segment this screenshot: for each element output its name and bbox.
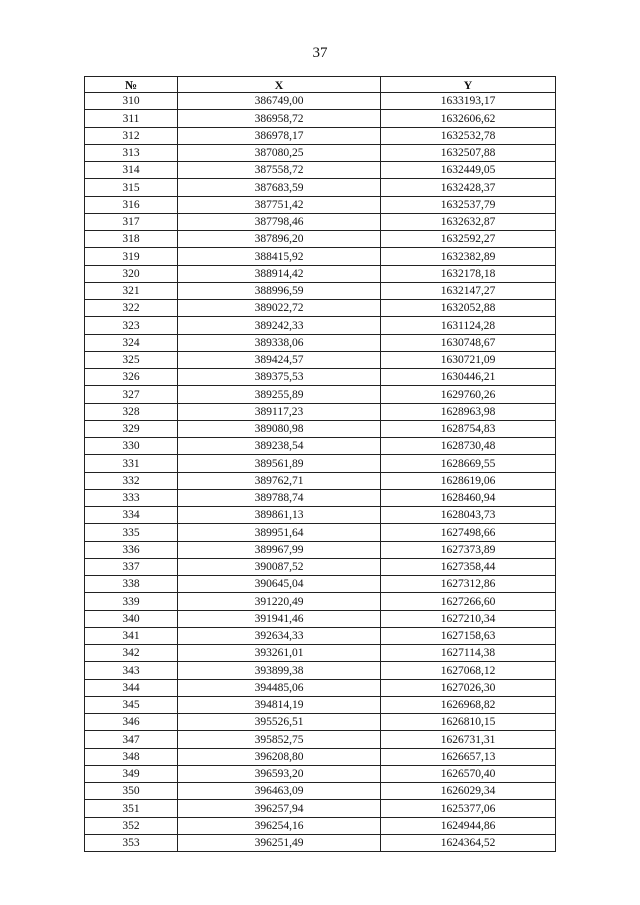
point-number-cell: 320 [85, 265, 178, 282]
point-number-cell: 328 [85, 403, 178, 420]
y-coordinate-cell: 1628043,73 [381, 507, 556, 524]
x-coordinate-cell: 394814,19 [178, 696, 381, 713]
y-coordinate-cell: 1626657,13 [381, 748, 556, 765]
x-coordinate-cell: 389861,13 [178, 507, 381, 524]
table-row [85, 317, 556, 334]
x-coordinate-cell: 396593,20 [178, 765, 381, 782]
column-header-number: № [85, 77, 178, 93]
point-number-cell: 344 [85, 679, 178, 696]
column-header-y: Y [381, 77, 556, 93]
table-row [85, 731, 556, 748]
x-coordinate-cell: 396208,80 [178, 748, 381, 765]
x-coordinate-cell: 388914,42 [178, 265, 381, 282]
table-row [85, 541, 556, 558]
y-coordinate-cell: 1632428,37 [381, 179, 556, 196]
x-coordinate-cell: 389951,64 [178, 524, 381, 541]
y-coordinate-cell: 1630446,21 [381, 369, 556, 386]
table-row [85, 248, 556, 265]
point-number-cell: 343 [85, 662, 178, 679]
x-coordinate-cell: 396254,16 [178, 817, 381, 834]
y-coordinate-cell: 1632507,88 [381, 144, 556, 161]
table-row [85, 748, 556, 765]
table-row [85, 420, 556, 437]
y-coordinate-cell: 1628669,55 [381, 455, 556, 472]
point-number-cell: 338 [85, 576, 178, 593]
y-coordinate-cell: 1628730,48 [381, 438, 556, 455]
x-coordinate-cell: 389117,23 [178, 403, 381, 420]
table-row [85, 351, 556, 368]
point-number-cell: 312 [85, 127, 178, 144]
y-coordinate-cell: 1627158,63 [381, 627, 556, 644]
table-row [85, 524, 556, 541]
x-coordinate-cell: 388996,59 [178, 282, 381, 299]
x-coordinate-cell: 396463,09 [178, 783, 381, 800]
x-coordinate-cell: 392634,33 [178, 627, 381, 644]
point-number-cell: 329 [85, 420, 178, 437]
table-row [85, 282, 556, 299]
table-row [85, 627, 556, 644]
point-number-cell: 316 [85, 196, 178, 213]
y-coordinate-cell: 1627312,86 [381, 576, 556, 593]
point-number-cell: 351 [85, 800, 178, 817]
table-row [85, 438, 556, 455]
table-row [85, 386, 556, 403]
table-row [85, 662, 556, 679]
x-coordinate-cell: 387798,46 [178, 213, 381, 230]
x-coordinate-cell: 389022,72 [178, 300, 381, 317]
x-coordinate-cell: 389424,57 [178, 351, 381, 368]
y-coordinate-cell: 1630721,09 [381, 351, 556, 368]
table-row [85, 213, 556, 230]
x-coordinate-cell: 389788,74 [178, 489, 381, 506]
x-coordinate-cell: 393899,38 [178, 662, 381, 679]
y-coordinate-cell: 1626029,34 [381, 783, 556, 800]
table-row [85, 765, 556, 782]
page-number: 37 [312, 45, 328, 61]
table-row [85, 334, 556, 351]
x-coordinate-cell: 389338,06 [178, 334, 381, 351]
point-number-cell: 345 [85, 696, 178, 713]
table-row [85, 127, 556, 144]
x-coordinate-cell: 389561,89 [178, 455, 381, 472]
table-row [85, 834, 556, 851]
y-coordinate-cell: 1631124,28 [381, 317, 556, 334]
point-number-cell: 311 [85, 110, 178, 127]
table-row [85, 110, 556, 127]
y-coordinate-cell: 1626968,82 [381, 696, 556, 713]
x-coordinate-cell: 394485,06 [178, 679, 381, 696]
table-row [85, 455, 556, 472]
point-number-cell: 341 [85, 627, 178, 644]
table-row [85, 610, 556, 627]
table-row [85, 714, 556, 731]
y-coordinate-cell: 1626810,15 [381, 714, 556, 731]
y-coordinate-cell: 1628460,94 [381, 489, 556, 506]
point-number-cell: 319 [85, 248, 178, 265]
y-coordinate-cell: 1632532,78 [381, 127, 556, 144]
point-number-cell: 340 [85, 610, 178, 627]
y-coordinate-cell: 1627498,66 [381, 524, 556, 541]
x-coordinate-cell: 395526,51 [178, 714, 381, 731]
point-number-cell: 323 [85, 317, 178, 334]
x-coordinate-cell: 390645,04 [178, 576, 381, 593]
table-header-row [85, 77, 556, 93]
point-number-cell: 353 [85, 834, 178, 851]
table-row [85, 231, 556, 248]
point-number-cell: 318 [85, 231, 178, 248]
y-coordinate-cell: 1627114,38 [381, 645, 556, 662]
table-body [85, 93, 556, 852]
point-number-cell: 336 [85, 541, 178, 558]
table-row [85, 783, 556, 800]
y-coordinate-cell: 1632632,87 [381, 213, 556, 230]
y-coordinate-cell: 1626731,31 [381, 731, 556, 748]
point-number-cell: 321 [85, 282, 178, 299]
coordinates-table [84, 76, 556, 852]
table-row [85, 800, 556, 817]
y-coordinate-cell: 1627026,30 [381, 679, 556, 696]
point-number-cell: 315 [85, 179, 178, 196]
y-coordinate-cell: 1632606,62 [381, 110, 556, 127]
table-row [85, 696, 556, 713]
x-coordinate-cell: 391220,49 [178, 593, 381, 610]
y-coordinate-cell: 1632052,88 [381, 300, 556, 317]
point-number-cell: 347 [85, 731, 178, 748]
point-number-cell: 313 [85, 144, 178, 161]
table-row [85, 507, 556, 524]
y-coordinate-cell: 1627373,89 [381, 541, 556, 558]
point-number-cell: 310 [85, 93, 178, 110]
table-row [85, 265, 556, 282]
x-coordinate-cell: 387080,25 [178, 144, 381, 161]
point-number-cell: 331 [85, 455, 178, 472]
x-coordinate-cell: 386749,00 [178, 93, 381, 110]
x-coordinate-cell: 389242,33 [178, 317, 381, 334]
x-coordinate-cell: 389762,71 [178, 472, 381, 489]
table-row [85, 645, 556, 662]
point-number-cell: 324 [85, 334, 178, 351]
x-coordinate-cell: 389375,53 [178, 369, 381, 386]
table-row [85, 162, 556, 179]
table-row [85, 489, 556, 506]
y-coordinate-cell: 1625377,06 [381, 800, 556, 817]
y-coordinate-cell: 1632178,18 [381, 265, 556, 282]
x-coordinate-cell: 396251,49 [178, 834, 381, 851]
point-number-cell: 333 [85, 489, 178, 506]
y-coordinate-cell: 1624364,52 [381, 834, 556, 851]
point-number-cell: 349 [85, 765, 178, 782]
x-coordinate-cell: 390087,52 [178, 558, 381, 575]
table-row [85, 817, 556, 834]
y-coordinate-cell: 1632382,89 [381, 248, 556, 265]
x-coordinate-cell: 386958,72 [178, 110, 381, 127]
x-coordinate-cell: 389080,98 [178, 420, 381, 437]
x-coordinate-cell: 388415,92 [178, 248, 381, 265]
x-coordinate-cell: 391941,46 [178, 610, 381, 627]
table-row [85, 179, 556, 196]
table-row [85, 369, 556, 386]
table-row [85, 300, 556, 317]
y-coordinate-cell: 1629760,26 [381, 386, 556, 403]
y-coordinate-cell: 1628754,83 [381, 420, 556, 437]
table-row [85, 576, 556, 593]
x-coordinate-cell: 389255,89 [178, 386, 381, 403]
point-number-cell: 322 [85, 300, 178, 317]
point-number-cell: 334 [85, 507, 178, 524]
point-number-cell: 335 [85, 524, 178, 541]
table-row [85, 558, 556, 575]
y-coordinate-cell: 1632537,79 [381, 196, 556, 213]
y-coordinate-cell: 1632592,27 [381, 231, 556, 248]
y-coordinate-cell: 1626570,40 [381, 765, 556, 782]
point-number-cell: 350 [85, 783, 178, 800]
y-coordinate-cell: 1630748,67 [381, 334, 556, 351]
y-coordinate-cell: 1627068,12 [381, 662, 556, 679]
point-number-cell: 327 [85, 386, 178, 403]
table-row [85, 593, 556, 610]
x-coordinate-cell: 387558,72 [178, 162, 381, 179]
point-number-cell: 339 [85, 593, 178, 610]
table-row [85, 472, 556, 489]
x-coordinate-cell: 389238,54 [178, 438, 381, 455]
y-coordinate-cell: 1624944,86 [381, 817, 556, 834]
table-row [85, 93, 556, 110]
point-number-cell: 330 [85, 438, 178, 455]
point-number-cell: 332 [85, 472, 178, 489]
x-coordinate-cell: 396257,94 [178, 800, 381, 817]
y-coordinate-cell: 1632449,05 [381, 162, 556, 179]
table-row [85, 403, 556, 420]
table-row [85, 196, 556, 213]
point-number-cell: 348 [85, 748, 178, 765]
y-coordinate-cell: 1627266,60 [381, 593, 556, 610]
point-number-cell: 326 [85, 369, 178, 386]
x-coordinate-cell: 389967,99 [178, 541, 381, 558]
column-header-x: X [178, 77, 381, 93]
y-coordinate-cell: 1628619,06 [381, 472, 556, 489]
point-number-cell: 342 [85, 645, 178, 662]
y-coordinate-cell: 1628963,98 [381, 403, 556, 420]
point-number-cell: 346 [85, 714, 178, 731]
point-number-cell: 352 [85, 817, 178, 834]
y-coordinate-cell: 1633193,17 [381, 93, 556, 110]
x-coordinate-cell: 393261,01 [178, 645, 381, 662]
y-coordinate-cell: 1627358,44 [381, 558, 556, 575]
x-coordinate-cell: 386978,17 [178, 127, 381, 144]
x-coordinate-cell: 387683,59 [178, 179, 381, 196]
x-coordinate-cell: 395852,75 [178, 731, 381, 748]
point-number-cell: 325 [85, 351, 178, 368]
x-coordinate-cell: 387896,20 [178, 231, 381, 248]
y-coordinate-cell: 1627210,34 [381, 610, 556, 627]
point-number-cell: 317 [85, 213, 178, 230]
y-coordinate-cell: 1632147,27 [381, 282, 556, 299]
table-row [85, 144, 556, 161]
table-row [85, 679, 556, 696]
point-number-cell: 337 [85, 558, 178, 575]
point-number-cell: 314 [85, 162, 178, 179]
x-coordinate-cell: 387751,42 [178, 196, 381, 213]
